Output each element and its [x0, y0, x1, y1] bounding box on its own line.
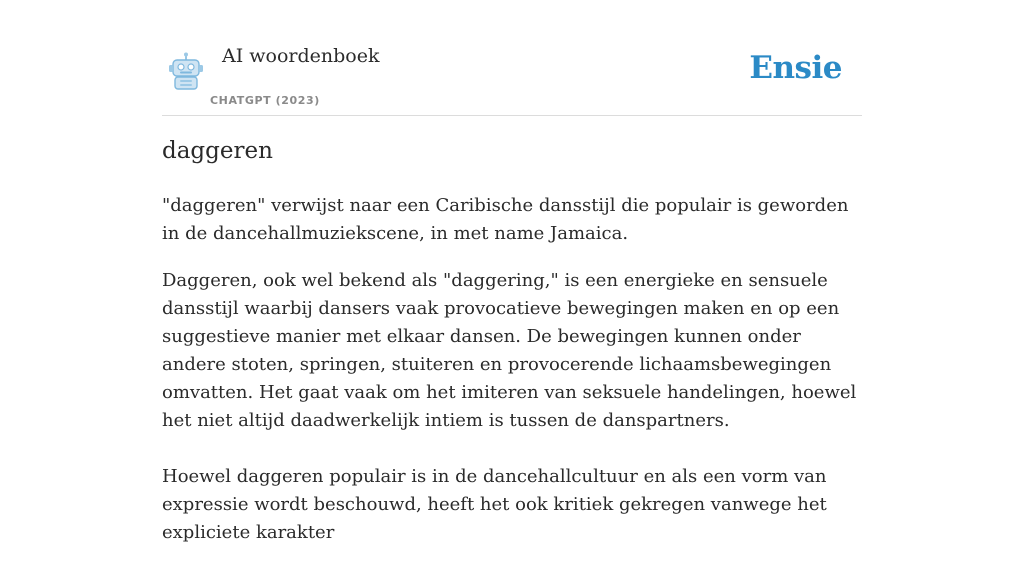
definition-paragraph-1: "daggeren" verwijst naar een Caribische dansstijl die populair is geworden in de dancehallmuziekscene, in met name Jamaica. — [162, 195, 849, 244]
entry-definition — [162, 192, 862, 566]
brand-logo[interactable]: Ensie — [749, 50, 842, 86]
definition-paragraph-3: Hoewel daggeren populair is in de dancehallcultuur en als een vorm van expressie wordt beschouwd, heeft het ook kritiek gekregen vanwege het expliciete karakter — [162, 466, 827, 543]
dictionary-title[interactable]: AI woordenboek — [222, 45, 380, 67]
definition-paragraph-2: Daggeren, ook wel bekend als "daggering," is een energieke en sensuele dansstijl waarbij dansers vaak provocatieve bewegingen maken en op een suggestieve manier met elkaar dansen. De bewegingen kunnen onder andere stoten, springen, stuiteren en provocerende lichaamsbewegingen omvatten. Het gaat vaak om het imiteren van seksuele handelingen, hoewel het niet altijd daadwerkelijk intiem is tussen de danspartners. — [162, 270, 857, 431]
source-label: CHATGPT (2023) — [210, 94, 320, 107]
entry-term: daggeren — [162, 138, 273, 164]
robot-icon — [166, 52, 206, 90]
page-container — [162, 0, 862, 543]
dictionary-header — [162, 0, 862, 116]
